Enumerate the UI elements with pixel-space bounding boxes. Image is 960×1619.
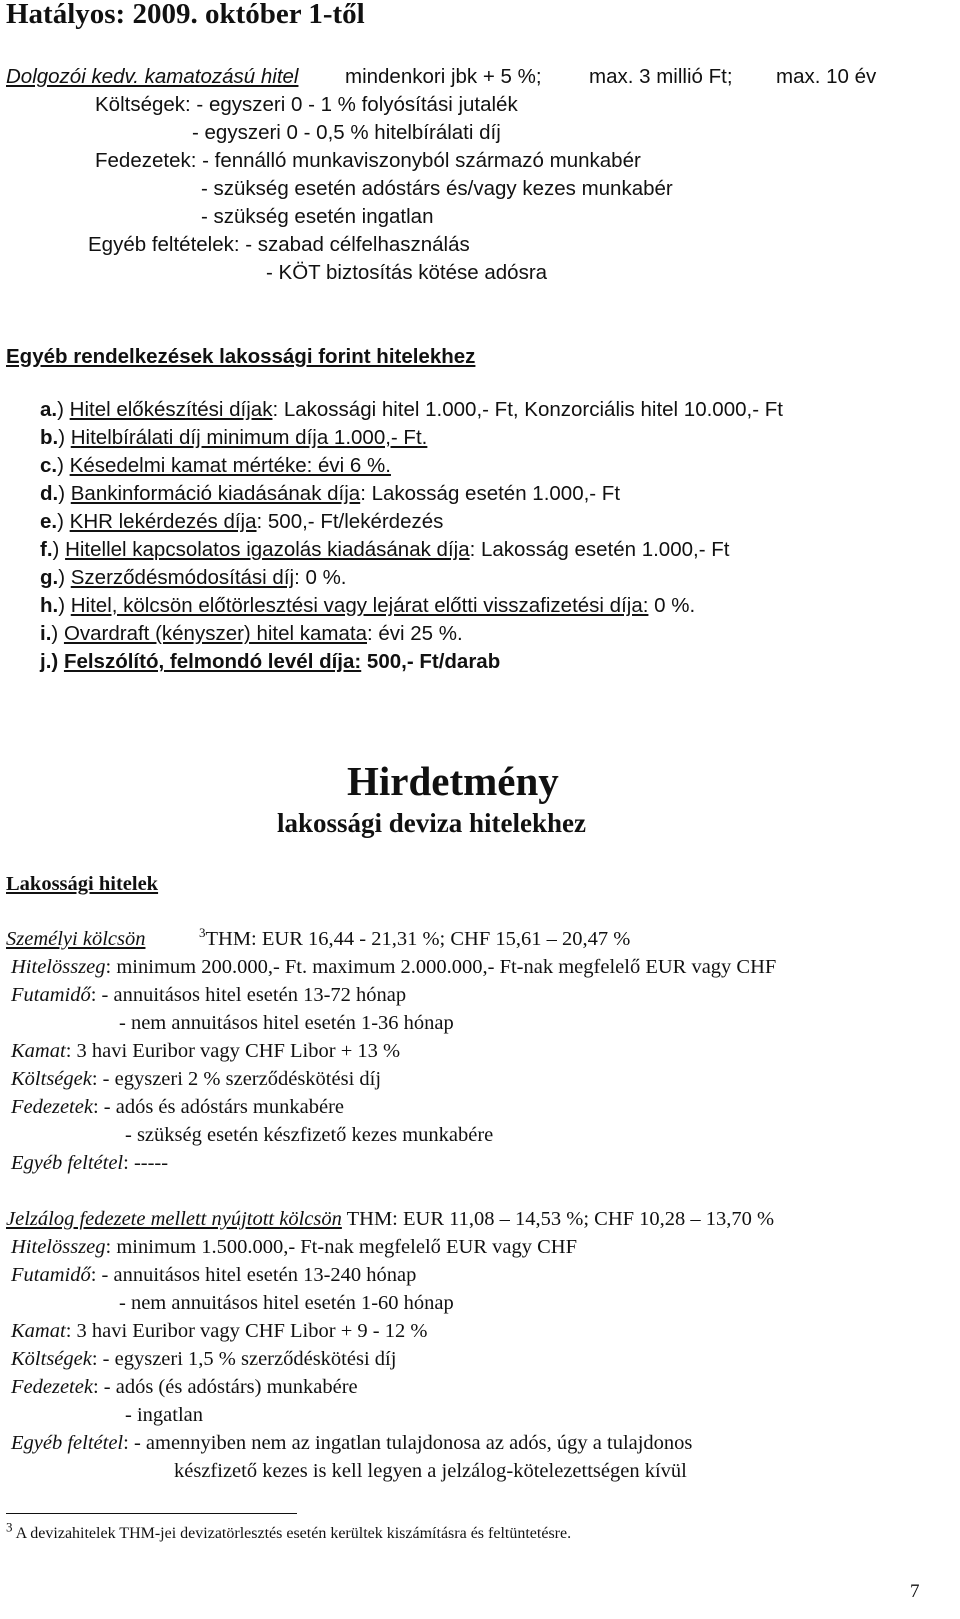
- provision-item: j.) Felszólító, felmondó levél díja: 500,- Ft/darab: [40, 650, 501, 673]
- row-text: készfizető kezes is kell legyen a jelzálog-kötelezettségen kívül: [174, 1460, 687, 1482]
- row-text: : minimum 1.500.000,- Ft-nak megfelelő EUR vagy CHF: [105, 1236, 577, 1258]
- loan-row: [11, 1261, 416, 1289]
- row-label: Hitelösszeg: [11, 1236, 106, 1258]
- row-label: Egyéb feltétel: [11, 1432, 124, 1454]
- employee-loan-cost-line: - egyszeri 0 - 0,5 % hitelbírálati díj: [192, 121, 501, 144]
- provisions-heading: Egyéb rendelkezések lakossági forint hitelekhez: [6, 345, 476, 368]
- thm-text: THM: EUR 11,08 – 14,53 %; CHF 10,28 – 13,70 %: [341, 1208, 775, 1230]
- provision-item: a.) Hitel előkészítési díjak: Lakossági hitel 1.000,- Ft, Konzorciális hitel 10.000,- Ft: [40, 398, 783, 421]
- item-label: Szerződésmódosítási díj: [70, 566, 295, 589]
- row-text: : minimum 200.000,- Ft. maximum 2.000.000,- Ft-nak megfelelő EUR vagy CHF: [105, 956, 777, 978]
- item-letter: a.: [40, 398, 58, 421]
- loan-row: [11, 1093, 344, 1121]
- row-text: : - egyszeri 2 % szerződéskötési díj: [91, 1068, 382, 1090]
- employee-loan-max-amount: max. 3 millió Ft;: [589, 65, 733, 88]
- row-text: : - amennyiben nem az ingatlan tulajdonosa az adós, úgy a tulajdonos: [123, 1432, 693, 1454]
- mortgage-loan-header: [6, 1205, 774, 1233]
- loan-row: [125, 1401, 203, 1429]
- loan-row: [11, 1317, 427, 1345]
- loan-row: [125, 1121, 493, 1149]
- row-text: - nem annuitásos hitel esetén 1-36 hónap: [119, 1012, 454, 1034]
- item-value: 500,- Ft/darab: [361, 650, 501, 673]
- row-text: - nem annuitásos hitel esetén 1-60 hónap: [119, 1292, 454, 1314]
- loan-row: [11, 1149, 168, 1177]
- item-letter: j.: [40, 650, 52, 673]
- item-letter: i.: [40, 622, 52, 645]
- employee-loan-line: [6, 63, 298, 91]
- row-label: Egyéb feltétel: [11, 1152, 124, 1174]
- provision-item: g.) Szerződésmódosítási díj: 0 %.: [40, 566, 347, 589]
- item-label: Hitellel kapcsolatos igazolás kiadásának díja: [65, 538, 470, 561]
- employee-loan-collateral-line: Fedezetek: - fennálló munkaviszonyból származó munkabér: [95, 149, 641, 172]
- section-label: Lakossági hitelek: [6, 873, 159, 895]
- personal-loan-thm: [199, 925, 630, 953]
- footnote-mark: 3: [6, 1519, 13, 1535]
- item-value: : 0 %.: [294, 566, 347, 589]
- item-letter: f.: [40, 538, 53, 561]
- row-text: : 3 havi Euribor vagy CHF Libor + 13 %: [65, 1040, 401, 1062]
- item-label: Hitel, kölcsön előtörlesztési vagy lejárat előtti visszafizetési díja:: [70, 594, 649, 617]
- personal-loan-header: [6, 925, 145, 953]
- row-text: : 3 havi Euribor vagy CHF Libor + 9 - 12 %: [65, 1320, 428, 1342]
- loan-row: [119, 1289, 454, 1317]
- employee-loan-other-line: Egyéb feltételek: - szabad célfelhasználás: [88, 233, 470, 256]
- row-text: - ingatlan: [125, 1404, 203, 1426]
- item-label: Ovardraft (kényszer) hitel kamata: [63, 622, 367, 645]
- item-value: : 500,- Ft/lekérdezés: [256, 510, 444, 533]
- page-title: Hatályos: 2009. október 1-től: [6, 0, 365, 30]
- row-text: : - adós (és adóstárs) munkabére: [92, 1376, 358, 1398]
- row-label: Futamidő: [11, 1264, 91, 1286]
- row-text: : - adós és adóstárs munkabére: [92, 1096, 344, 1118]
- row-label: Költségek: [11, 1068, 92, 1090]
- employee-loan-other-line: - KÖT biztosítás kötése adósra: [266, 261, 548, 284]
- item-letter: c.: [40, 454, 58, 477]
- item-letter: d.: [40, 482, 59, 505]
- row-text: : - egyszeri 1,5 % szerződéskötési díj: [91, 1348, 397, 1370]
- item-label: Bankinformáció kiadásának díja: [70, 482, 361, 505]
- employee-loan-collateral-line: - szükség esetén ingatlan: [201, 205, 434, 228]
- item-letter: g.: [40, 566, 59, 589]
- footnote-divider: [6, 1513, 297, 1514]
- loan-row: [11, 1065, 381, 1093]
- employee-loan-rate: mindenkori jbk + 5 %;: [345, 65, 542, 88]
- row-label: Futamidő: [11, 984, 91, 1006]
- loan-row: [11, 1429, 692, 1457]
- loan-row: [11, 1233, 577, 1261]
- personal-loan-name: Személyi kölcsön: [6, 928, 146, 950]
- provision-item: f.) Hitellel kapcsolatos igazolás kiadásának díja: Lakosság esetén 1.000,- Ft: [40, 538, 730, 561]
- item-label: KHR lekérdezés díja: [69, 510, 257, 533]
- loan-row: [11, 1345, 396, 1373]
- row-text: : - annuitásos hitel esetén 13-240 hónap: [90, 1264, 417, 1286]
- row-label: Fedezetek: [11, 1096, 93, 1118]
- row-label: Hitelösszeg: [11, 956, 106, 978]
- item-label: Hitel előkészítési díjak: [69, 398, 273, 421]
- page-number: 7: [910, 1581, 920, 1602]
- item-letter: h.: [40, 594, 59, 617]
- item-label: Késedelmi kamat mértéke: évi 6 %.: [69, 454, 391, 477]
- row-text: - szükség esetén készfizető kezes munkabére: [125, 1124, 494, 1146]
- item-label: Felszólító, felmondó levél díja:: [63, 650, 362, 673]
- provision-item: e.) KHR lekérdezés díja: 500,- Ft/lekérdezés: [40, 510, 444, 533]
- loan-row: [11, 953, 776, 981]
- announcement-title: Hirdetmény: [347, 758, 559, 804]
- loan-row: [11, 981, 406, 1009]
- provision-item: i.) Ovardraft (kényszer) hitel kamata: évi 25 %.: [40, 622, 463, 645]
- item-value: : Lakosság esetén 1.000,- Ft: [360, 482, 621, 505]
- employee-loan-collateral-line: - szükség esetén adóstárs és/vagy kezes munkabér: [201, 177, 673, 200]
- item-value: 0 %.: [648, 594, 696, 617]
- provision-item: d.) Bankinformáció kiadásának díja: Lakosság esetén 1.000,- Ft: [40, 482, 621, 505]
- thm-text: THM: EUR 16,44 - 21,31 %; CHF 15,61 – 20,47 %: [205, 928, 631, 950]
- provision-item: c.) Késedelmi kamat mértéke: évi 6 %.: [40, 454, 391, 477]
- item-label: Hitelbírálati díj minimum díja 1.000,- Ft.: [70, 426, 428, 449]
- footnote-text: A devizahitelek THM-jei devizatörlesztés esetén kerültek kiszámításra és feltüntetésre.: [12, 1525, 572, 1542]
- mortgage-loan-name: Jelzálog fedezete mellett nyújtott kölcsön: [6, 1208, 342, 1230]
- loan-row: [11, 1373, 358, 1401]
- item-value: : Lakosság esetén 1.000,- Ft: [469, 538, 730, 561]
- row-text: : -----: [123, 1152, 169, 1174]
- footnote: [6, 1519, 572, 1546]
- item-letter: e.: [40, 510, 58, 533]
- row-label: Költségek: [11, 1348, 92, 1370]
- employee-loan-cost-line: Költségek: - egyszeri 0 - 1 % folyósítási jutalék: [95, 93, 518, 116]
- announcement-subtitle: lakossági deviza hitelekhez: [277, 808, 586, 838]
- loan-row: [174, 1457, 687, 1485]
- row-text: : - annuitásos hitel esetén 13-72 hónap: [90, 984, 407, 1006]
- loan-row: [119, 1009, 454, 1037]
- employee-loan-name: Dolgozói kedv. kamatozású hitel: [6, 65, 299, 88]
- item-letter: b.: [40, 426, 59, 449]
- row-label: Kamat: [11, 1320, 66, 1342]
- item-value: : Lakossági hitel 1.000,- Ft, Konzorciális hitel 10.000,- Ft: [272, 398, 783, 421]
- footnote-mark: 3: [199, 925, 206, 941]
- employee-loan-max-term: max. 10 év: [776, 65, 877, 88]
- row-label: Fedezetek: [11, 1376, 93, 1398]
- row-label: Kamat: [11, 1040, 66, 1062]
- provision-item: b.) Hitelbírálati díj minimum díja 1.000,- Ft.: [40, 426, 428, 449]
- item-value: : évi 25 %.: [366, 622, 463, 645]
- provision-item: h.) Hitel, kölcsön előtörlesztési vagy lejárat előtti visszafizetési díja: 0 %.: [40, 594, 696, 617]
- loan-row: [11, 1037, 400, 1065]
